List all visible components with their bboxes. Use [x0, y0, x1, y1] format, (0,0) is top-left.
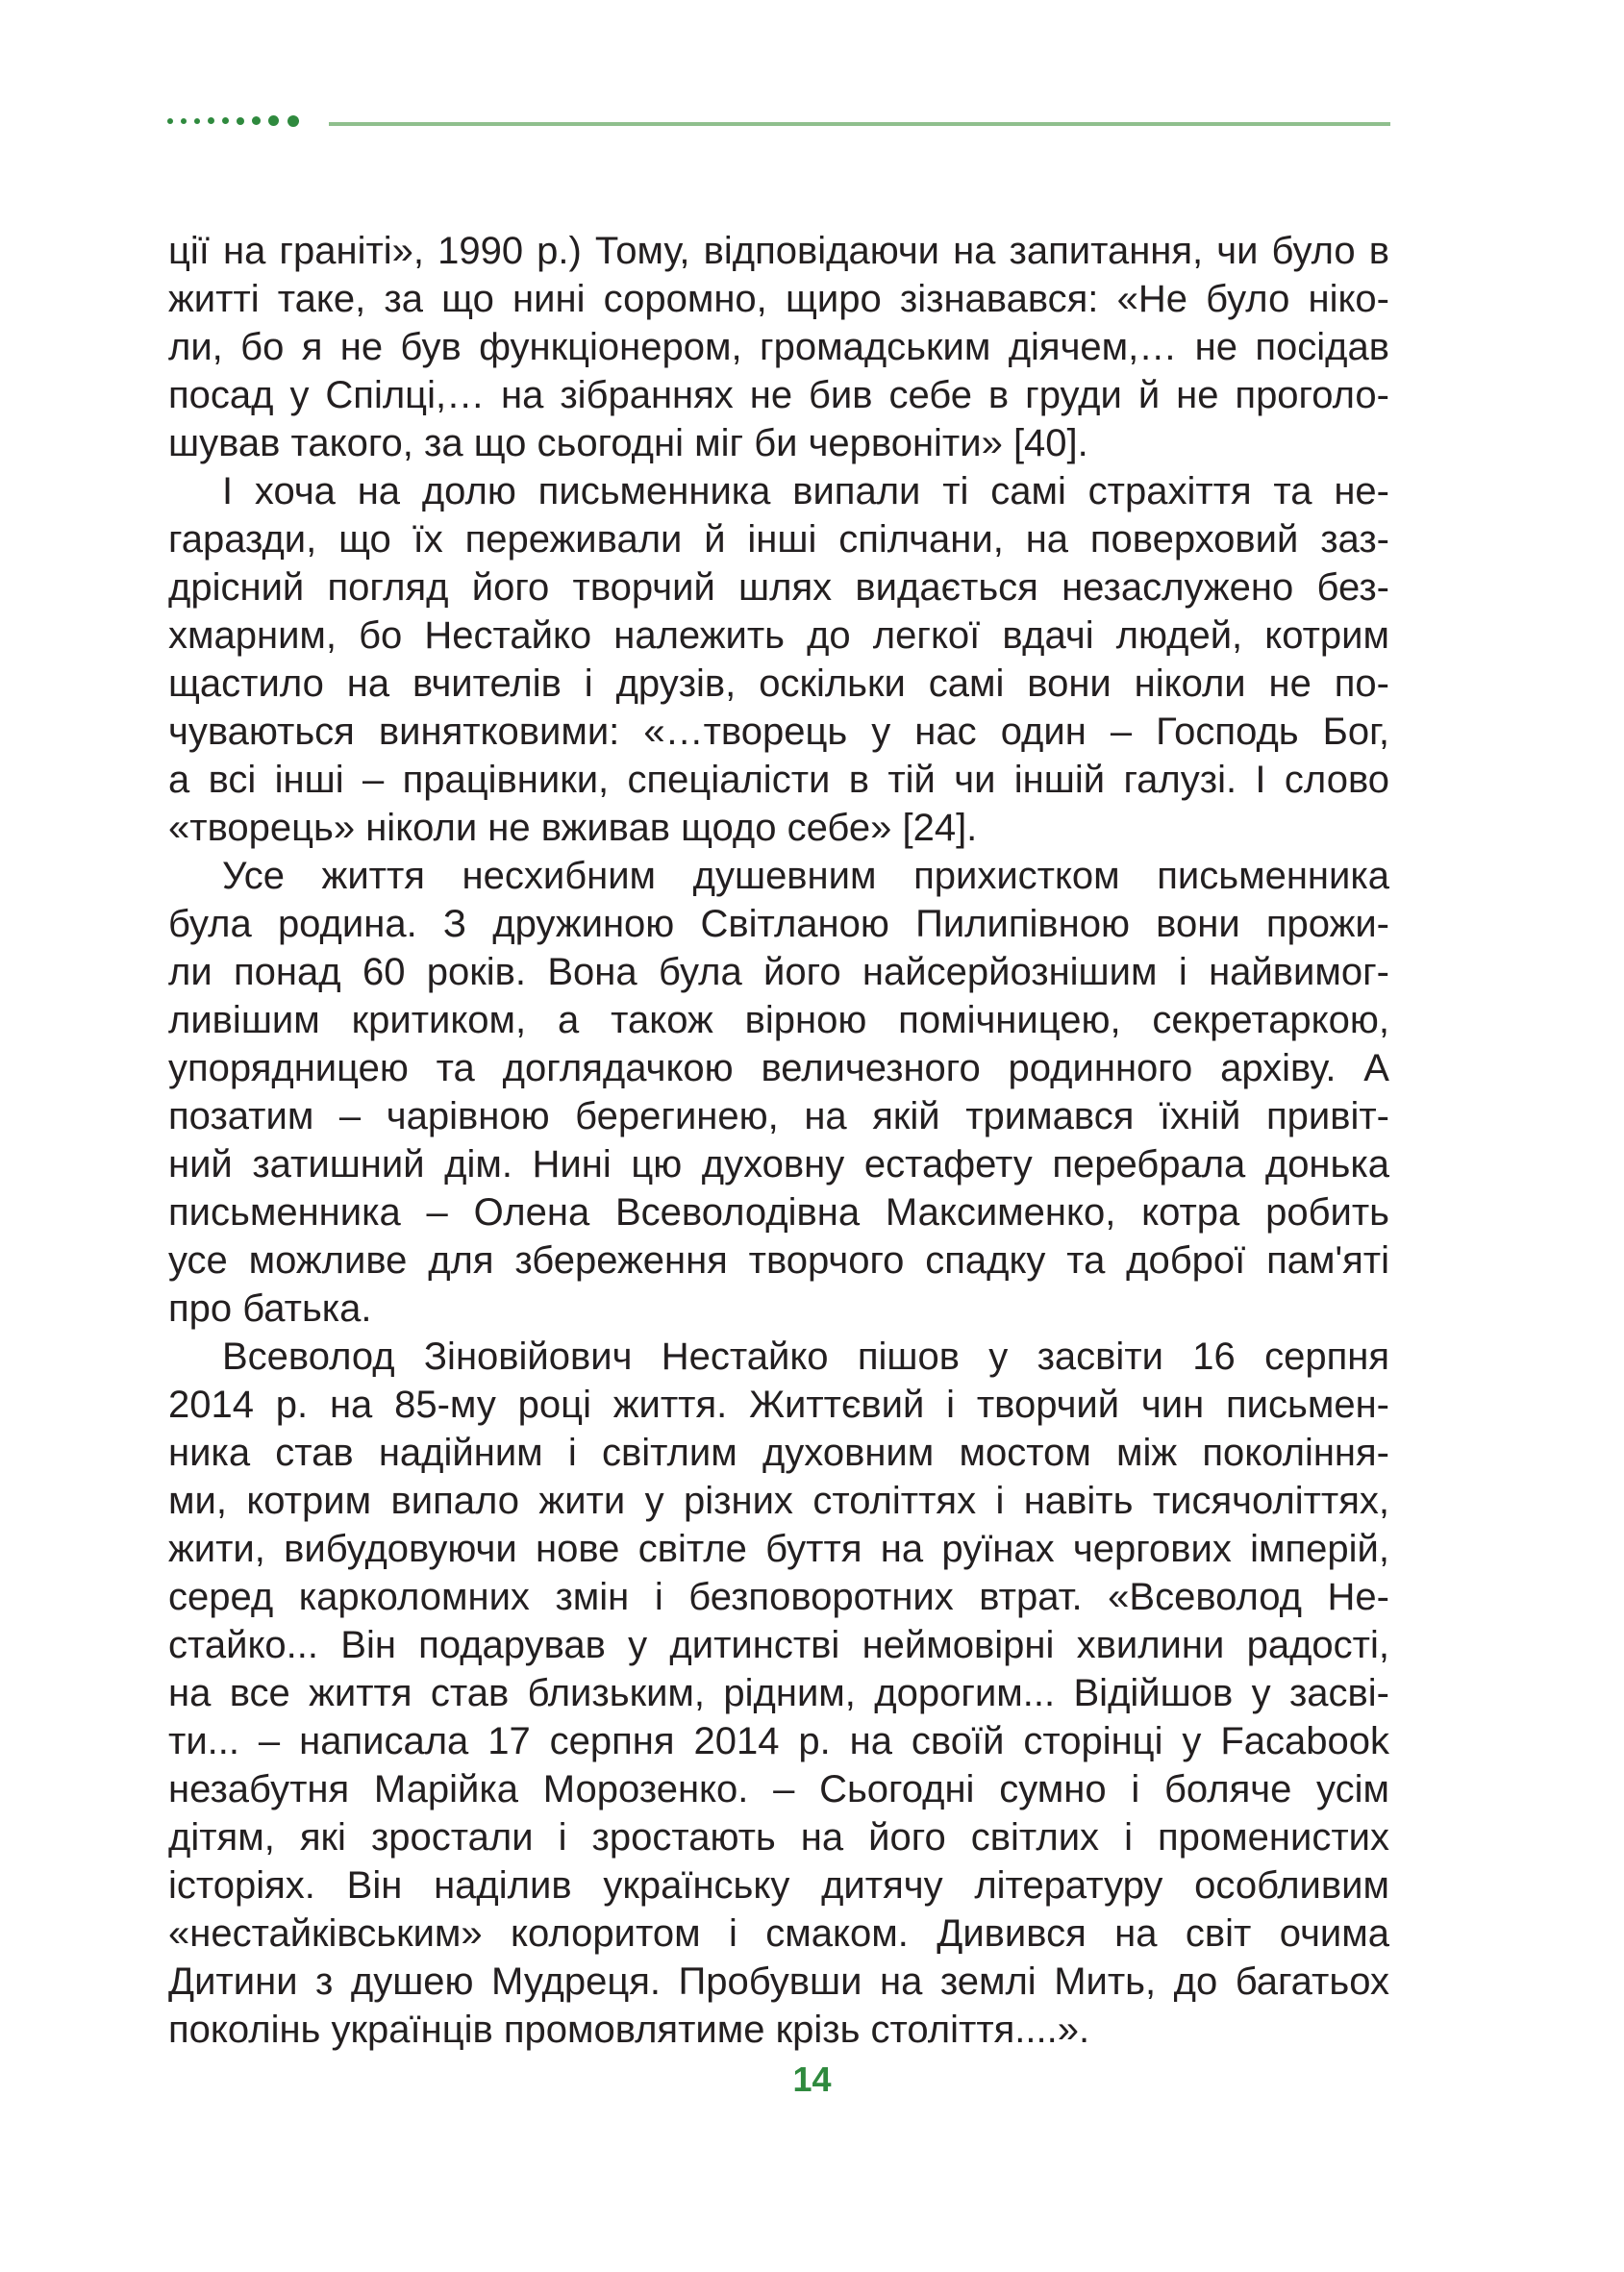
text-line: поколінь українців промовлятиме крізь століття....». — [168, 2009, 1090, 2051]
text-line: була родина. З дружиною Світланою Пилипівною вони прожи- — [168, 903, 1389, 945]
text-line: гаразди, що їх переживали й інші спілчани, на поверховий заз- — [168, 518, 1389, 561]
text-line: чуваються винятковими: «…творець у нас один – Господь Бог, — [168, 711, 1389, 753]
text-line: житті таке, за що нині соромно, щиро зізнавався: «Не було ніко- — [168, 278, 1389, 320]
text-line: на все життя став близьким, рідним, дорогим... Відійшов у засві- — [168, 1672, 1389, 1714]
text-line: І хоча на долю письменника випали ті самі страхіття та не- — [222, 470, 1389, 512]
page-number: 14 — [792, 2060, 832, 2099]
text-line: шував такого, за що сьогодні міг би червоніти» [40]. — [168, 422, 1088, 464]
text-line: хмарним, бо Нестайко належить до легкої вдачі людей, котрим — [168, 614, 1389, 657]
text-line: дрісний погляд його творчий шлях видається незаслужено без- — [168, 566, 1389, 609]
text-line: ливішим критиком, а також вірною помічницею, секретаркою, — [168, 999, 1389, 1041]
text-line: а всі інші – працівники, спеціалісти в тій чи іншій галузі. І слово — [168, 759, 1389, 801]
text-line: ти... – написала 17 серпня 2014 р. на своїй сторінці у Facabook — [168, 1720, 1389, 1762]
text-line: ний затишний дім. Нині цю духовну естафету перебрала донька — [168, 1143, 1389, 1186]
text-line: жити, вибудовуючи нове світле буття на руїнах чергових імперій, — [168, 1528, 1389, 1570]
text-line: «творець» ніколи не вживав щодо себе» [24]. — [168, 807, 978, 849]
text-line: історіях. Він наділив українську дитячу літературу особливим — [168, 1864, 1389, 1907]
text-line: серед карколомних змін і безповоротних втрат. «Всеволод Не- — [168, 1576, 1389, 1618]
text-line: посад у Спілці,… на зібраннях не бив себе в груди й не проголо- — [168, 374, 1389, 416]
text-line: ми, котрим випало жити у різних століттях і навіть тисячоліттях, — [168, 1480, 1389, 1522]
text-line: Усе життя несхибним душевним прихистком письменника — [222, 855, 1389, 897]
text-line: стайко... Він подарував у дитинстві неймовірні хвилини радості, — [168, 1624, 1389, 1666]
text-line: 2014 р. на 85-му році життя. Життєвий і творчий чин письмен- — [168, 1384, 1389, 1426]
text-line: письменника – Олена Всеволодівна Максименко, котра робить — [168, 1191, 1389, 1234]
text-line: позатим – чарівною берегинею, на якій тримався їхній привіт- — [168, 1095, 1389, 1137]
text-line: ника став надійним і світлим духовним мостом між покоління- — [168, 1432, 1389, 1474]
text-line: ли, бо я не був функціонером, громадським діячем,… не посідав — [168, 326, 1389, 368]
text-line: «нестайківським» колоритом і смаком. Дивився на світ очима — [168, 1912, 1389, 1955]
text-line: щастило на вчителів і друзів, оскільки самі вони ніколи не по- — [168, 662, 1389, 705]
text-line: незабутня Марійка Морозенко. – Сьогодні сумно і боляче усім — [168, 1768, 1389, 1810]
text-line: ли понад 60 років. Вона була його найсерйознішим і найвимог- — [168, 951, 1389, 993]
text-line: Всеволод Зіновійович Нестайко пішов у засвіти 16 серпня — [222, 1336, 1389, 1378]
text-line: Дитини з душею Мудреця. Пробувши на землі Мить, до багатьох — [168, 1960, 1389, 2003]
text-line: усе можливе для збереження творчого спадку та доброї пам'яті — [168, 1239, 1389, 1282]
text-line: ції на граніті», 1990 р.) Тому, відповідаючи на запитання, чи було в — [168, 230, 1389, 272]
text-line: дітям, які зростали і зростають на його світлих і променистих — [168, 1816, 1389, 1859]
text-line: про батька. — [168, 1287, 372, 1330]
text-line: упорядницею та доглядачкою величезного родинного архіву. А — [168, 1047, 1389, 1089]
